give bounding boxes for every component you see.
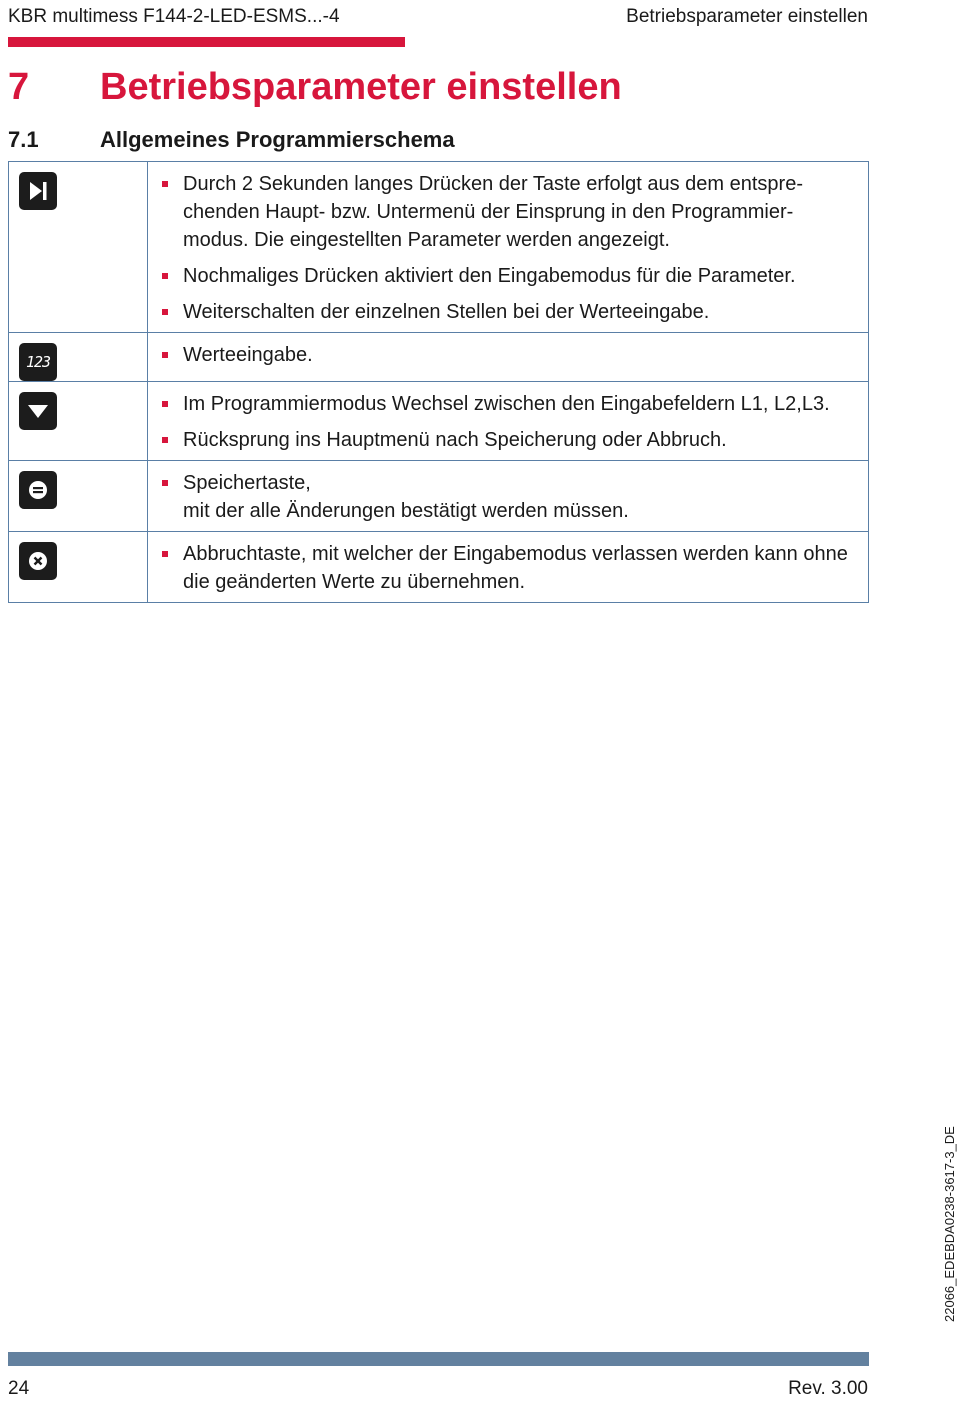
header-document-title: KBR multimess F144-2-LED-ESMS...-4 <box>8 6 340 27</box>
list-item: Rücksprung ins Hauptmenü nach Speicherung oder Abbruch. <box>158 426 858 454</box>
list-item: Nochmaliges Drücken aktiviert den Eingabemodus für die Parameter. <box>158 262 858 290</box>
value-input-key-label: 123 <box>25 353 51 371</box>
document-code: 22066_EDEBDA0238-3617-3_DE <box>942 1126 957 1322</box>
cancel-key-icon <box>19 542 57 580</box>
icon-cell <box>9 532 148 603</box>
chapter-number: 7 <box>8 66 30 108</box>
chapter-title: Betriebsparameter einstellen <box>100 66 622 108</box>
description-cell <box>148 162 869 333</box>
next-key-icon <box>19 172 57 210</box>
list-item: Im Programmiermodus Wechsel zwischen den Eingabefeldern L1, L2,L3. <box>158 390 858 418</box>
list-item: Werteeingabe. <box>158 341 858 369</box>
page-number: 24 <box>8 1378 30 1399</box>
icon-cell <box>9 162 148 333</box>
revision-label: Rev. 3.00 <box>788 1378 868 1399</box>
list-item: Weiterschalten der einzelnen Stellen bei der Werteeingabe. <box>158 298 858 326</box>
header-accent-bar <box>8 37 405 47</box>
header-section-title: Betriebsparameter einstellen <box>626 6 868 27</box>
list-item: Speichertaste, mit der alle Änderungen bestätigt werden müssen. <box>158 469 858 525</box>
icon-cell <box>9 461 148 532</box>
section-title: Allgemeines Programmierschema <box>100 127 455 152</box>
footer-bar <box>8 1352 869 1366</box>
icon-cell <box>9 382 148 461</box>
table-row <box>9 333 869 382</box>
table-row <box>9 382 869 461</box>
list-item: Abbruchtaste, mit welcher der Eingabemodus verlassen werden kann ohne die geänderten Werte zu übernehmen. <box>158 540 858 596</box>
down-key-icon <box>19 392 57 430</box>
description-cell <box>148 532 869 603</box>
value-input-key-icon <box>19 343 57 381</box>
description-cell <box>148 461 869 532</box>
table-row <box>9 162 869 333</box>
description-cell <box>148 333 869 382</box>
key-function-table <box>8 161 869 603</box>
icon-cell <box>9 333 148 382</box>
section-number: 7.1 <box>8 127 39 152</box>
table-row <box>9 461 869 532</box>
list-item: Durch 2 Sekunden langes Drücken der Taste erfolgt aus dem entspre-chenden Haupt- bzw. Untermenü der Einsprung in den Programmier-modus. Die eingestellten Parameter werden angezeigt. <box>158 170 858 254</box>
save-key-icon <box>19 471 57 509</box>
description-cell <box>148 382 869 461</box>
table-row <box>9 532 869 603</box>
